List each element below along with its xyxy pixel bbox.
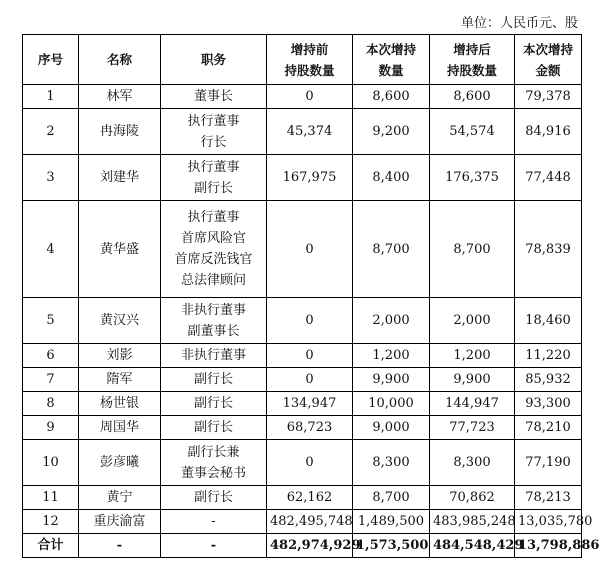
cell-name: 黄宁: [79, 486, 161, 510]
cell-title: 副行长兼 董事会秘书: [161, 440, 267, 486]
header-qty: 本次增持 数量: [353, 35, 430, 85]
cell-name: 隋军: [79, 368, 161, 392]
cell-before: 0: [267, 201, 353, 298]
cell-amount: 78,839: [515, 201, 582, 298]
cell-no: 4: [23, 201, 79, 298]
cell-before: 134,947: [267, 392, 353, 416]
cell-no: 6: [23, 344, 79, 368]
cell-after: 77,723: [430, 416, 515, 440]
header-after: 增持后 持股数量: [430, 35, 515, 85]
total-title: -: [161, 534, 267, 558]
cell-qty: 10,000: [353, 392, 430, 416]
cell-amount: 77,190: [515, 440, 582, 486]
cell-before: 0: [267, 440, 353, 486]
cell-no: 10: [23, 440, 79, 486]
cell-amount: 93,300: [515, 392, 582, 416]
cell-title: 副行长: [161, 486, 267, 510]
cell-qty: 9,200: [353, 109, 430, 155]
cell-qty: 1,200: [353, 344, 430, 368]
cell-no: 9: [23, 416, 79, 440]
cell-no: 12: [23, 510, 79, 534]
cell-no: 8: [23, 392, 79, 416]
cell-amount: 78,210: [515, 416, 582, 440]
cell-qty: 8,600: [353, 85, 430, 109]
cell-after: 8,300: [430, 440, 515, 486]
cell-amount: 84,916: [515, 109, 582, 155]
cell-before: 45,374: [267, 109, 353, 155]
cell-name: 刘建华: [79, 155, 161, 201]
table-row: [23, 109, 582, 155]
cell-before: 0: [267, 298, 353, 344]
table-row: [23, 486, 582, 510]
cell-before: 0: [267, 368, 353, 392]
table-row: [23, 368, 582, 392]
cell-title: 执行董事 行长: [161, 109, 267, 155]
table-row: [23, 416, 582, 440]
total-name: -: [79, 534, 161, 558]
cell-title: -: [161, 510, 267, 534]
table-row: [23, 392, 582, 416]
cell-after: 2,000: [430, 298, 515, 344]
cell-no: 2: [23, 109, 79, 155]
cell-name: 黄华盛: [79, 201, 161, 298]
cell-after: 8,600: [430, 85, 515, 109]
cell-after: 9,900: [430, 368, 515, 392]
cell-after: 483,985,248: [430, 510, 515, 534]
cell-name: 林军: [79, 85, 161, 109]
total-after: 484,548,429: [430, 534, 515, 558]
cell-amount: 13,035,780: [515, 510, 582, 534]
total-amount: 13,798,886: [515, 534, 582, 558]
cell-no: 1: [23, 85, 79, 109]
cell-no: 11: [23, 486, 79, 510]
table-row: [23, 440, 582, 486]
cell-name: 杨世银: [79, 392, 161, 416]
table-row: [23, 201, 582, 298]
cell-after: 8,700: [430, 201, 515, 298]
cell-before: 0: [267, 344, 353, 368]
cell-qty: 9,900: [353, 368, 430, 392]
cell-qty: 9,000: [353, 416, 430, 440]
header-no: 序号: [23, 35, 79, 85]
cell-qty: 8,400: [353, 155, 430, 201]
cell-amount: 18,460: [515, 298, 582, 344]
cell-after: 54,574: [430, 109, 515, 155]
header-row: [23, 35, 582, 85]
cell-before: 62,162: [267, 486, 353, 510]
cell-qty: 2,000: [353, 298, 430, 344]
cell-before: 0: [267, 85, 353, 109]
cell-no: 7: [23, 368, 79, 392]
cell-no: 3: [23, 155, 79, 201]
cell-name: 周国华: [79, 416, 161, 440]
cell-amount: 77,448: [515, 155, 582, 201]
cell-qty: 1,489,500: [353, 510, 430, 534]
cell-title: 执行董事 副行长: [161, 155, 267, 201]
header-amount: 本次增持 金额: [515, 35, 582, 85]
cell-title: 非执行董事 副董事长: [161, 298, 267, 344]
cell-title: 副行长: [161, 368, 267, 392]
cell-after: 144,947: [430, 392, 515, 416]
header-before: 增持前 持股数量: [267, 35, 353, 85]
cell-after: 176,375: [430, 155, 515, 201]
total-label: 合计: [23, 534, 79, 558]
cell-amount: 11,220: [515, 344, 582, 368]
cell-title: 副行长: [161, 416, 267, 440]
cell-before: 482,495,748: [267, 510, 353, 534]
cell-qty: 8,300: [353, 440, 430, 486]
table-row: [23, 344, 582, 368]
cell-title: 执行董事 首席风险官 首席反洗钱官 总法律顾问: [161, 201, 267, 298]
cell-title: 副行长: [161, 392, 267, 416]
table-row: [23, 298, 582, 344]
cell-title: 非执行董事: [161, 344, 267, 368]
cell-after: 70,862: [430, 486, 515, 510]
cell-name: 重庆渝富: [79, 510, 161, 534]
cell-after: 1,200: [430, 344, 515, 368]
total-row: [23, 534, 582, 558]
cell-qty: 8,700: [353, 201, 430, 298]
cell-qty: 8,700: [353, 486, 430, 510]
cell-before: 68,723: [267, 416, 353, 440]
table-row: [23, 85, 582, 109]
cell-amount: 78,213: [515, 486, 582, 510]
cell-title: 董事长: [161, 85, 267, 109]
total-before: 482,974,929: [267, 534, 353, 558]
cell-no: 5: [23, 298, 79, 344]
header-title: 职务: [161, 35, 267, 85]
shareholding-table: [22, 34, 599, 558]
cell-name: 彭彦曦: [79, 440, 161, 486]
cell-amount: 85,932: [515, 368, 582, 392]
cell-before: 167,975: [267, 155, 353, 201]
header-name: 名称: [79, 35, 161, 85]
cell-name: 黄汉兴: [79, 298, 161, 344]
table-row: [23, 510, 582, 534]
cell-name: 冉海陵: [79, 109, 161, 155]
unit-label: 单位：人民币元、股: [460, 16, 578, 31]
total-qty: 1,573,500: [353, 534, 430, 558]
cell-amount: 79,378: [515, 85, 582, 109]
cell-name: 刘影: [79, 344, 161, 368]
table-row: [23, 155, 582, 201]
